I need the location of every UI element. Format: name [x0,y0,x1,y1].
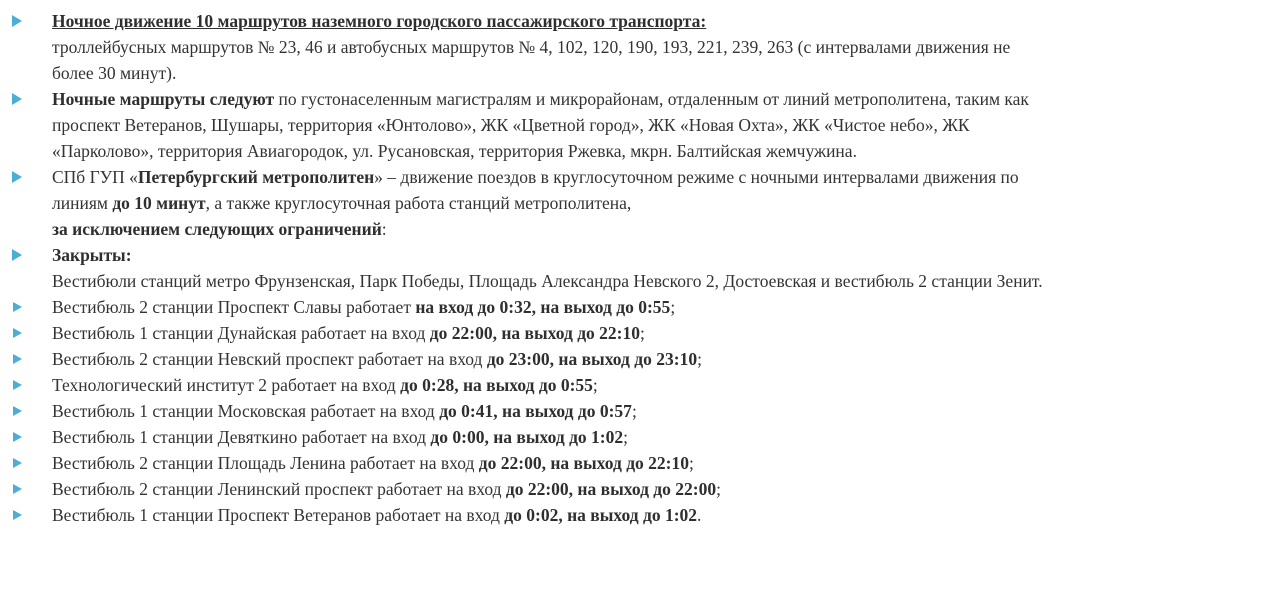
triangle-bullet-icon [12,15,22,27]
list-item-night-routes [0,86,1280,164]
schedule-item [0,424,1280,450]
schedule-text: Технологический институт 2 работает на вход [52,375,401,395]
schedule-end: ; [623,427,629,447]
item-text: линиям [52,193,113,213]
schedule-hours: до 0:41, на выход до 0:57 [439,401,632,421]
triangle-bullet-icon [13,510,22,520]
schedule-item [0,398,1280,424]
schedule-hours: до 22:00, на выход до 22:00 [505,479,717,499]
schedule-end: ; [716,479,721,499]
metro-name: Петербургский метрополитен [137,167,375,187]
item-text: : [381,219,387,239]
schedule-hours: до 0:28, на выход до 0:55 [400,375,593,395]
schedule-text: Вестибюль 1 станции Дунайская работает на вход [52,323,430,343]
schedule-text: Вестибюль 1 станции Московская работает на вход [52,401,440,421]
schedule-end: ; [697,349,702,369]
item-text: более 30 минут). [52,63,177,83]
schedule-text: Вестибюль 2 станции Площадь Ленина работает на вход [52,453,479,473]
item-title: Ночное движение 10 маршрутов наземного городского пассажирского транспорта: [52,11,707,31]
schedule-text: Вестибюль 2 станции Проспект Славы работает [52,297,416,317]
schedule-hours: до 0:02, на выход до 1:02 [504,505,698,525]
item-text: » – движение поездов в круглосуточном режиме с ночными интервалами движения по [374,167,1019,187]
schedule-item [0,320,1280,346]
triangle-bullet-icon [12,171,22,183]
triangle-bullet-icon [13,328,22,338]
item-text: по густонаселенным магистралям и микрорайонам, отдаленным от линий метрополитена, таким как [274,89,1029,109]
triangle-bullet-icon [13,302,22,312]
schedule-hours: до 23:00, на выход до 23:10 [486,349,698,369]
triangle-bullet-icon [13,432,22,442]
triangle-bullet-icon [12,249,22,261]
list-item-night-transport [0,8,1280,86]
schedule-text: Вестибюль 2 станции Ленинский проспект работает на вход [52,479,506,499]
schedule-item [0,476,1280,502]
triangle-bullet-icon [13,380,22,390]
schedule-text: Вестибюль 1 станции Девяткино работает на вход [52,427,431,447]
item-bold-text: Ночные маршруты следуют [52,89,275,109]
schedule-end: . [697,505,702,525]
item-text: «Парколово», территория Авиагородок, ул. Русановская, территория Ржевка, мкрн. Балтийская жемчужина. [52,141,857,161]
schedule-item [0,502,1280,528]
item-text: , а также круглосуточная работа станций метрополитена, [205,193,632,213]
schedule-item [0,294,1280,320]
item-title: Закрыты: [52,245,132,265]
triangle-bullet-icon [13,484,22,494]
triangle-bullet-icon [13,354,22,364]
schedule-end: ; [640,323,645,343]
schedule-item [0,450,1280,476]
schedule-text: Вестибюль 2 станции Невский проспект работает на вход [52,349,487,369]
list-item-closed [0,242,1280,294]
item-text: проспект Ветеранов, Шушары, территория «Юнтолово», ЖК «Цветной город», ЖК «Новая Охта», ЖК «Чистое небо», ЖК [52,115,970,135]
schedule-end: ; [631,401,637,421]
schedule-end: ; [689,453,694,473]
item-bold-text: до 10 минут [112,193,206,213]
triangle-bullet-icon [12,93,22,105]
triangle-bullet-icon [13,406,22,416]
schedule-hours: до 0:00, на выход до 1:02 [430,427,624,447]
item-text: троллейбусных маршрутов № 23, 46 и автобусных маршрутов № 4, 102, 120, 190, 193, 221, 239, 263 (с интервалами движения не [52,37,1011,57]
schedule-item [0,346,1280,372]
schedule-end: ; [592,375,598,395]
triangle-bullet-icon [13,458,22,468]
item-bold-text: за исключением следующих ограничений [52,219,382,239]
schedule-end: ; [670,297,676,317]
schedule-hours: до 22:00, на выход до 22:10 [429,323,641,343]
schedule-hours: на вход до 0:32, на выход до 0:55 [415,297,671,317]
schedule-hours: до 22:00, на выход до 22:10 [478,453,690,473]
list-item-metro [0,164,1280,242]
schedule-item [0,372,1280,398]
item-text: Вестибюли станций метро Фрунзенская, Парк Победы, Площадь Александра Невского 2, Достоевская и вестибюль 2 станции Зенит. [52,271,1043,291]
schedule-text: Вестибюль 1 станции Проспект Ветеранов работает на вход [52,505,505,525]
item-text: СПб ГУП « [52,167,138,187]
